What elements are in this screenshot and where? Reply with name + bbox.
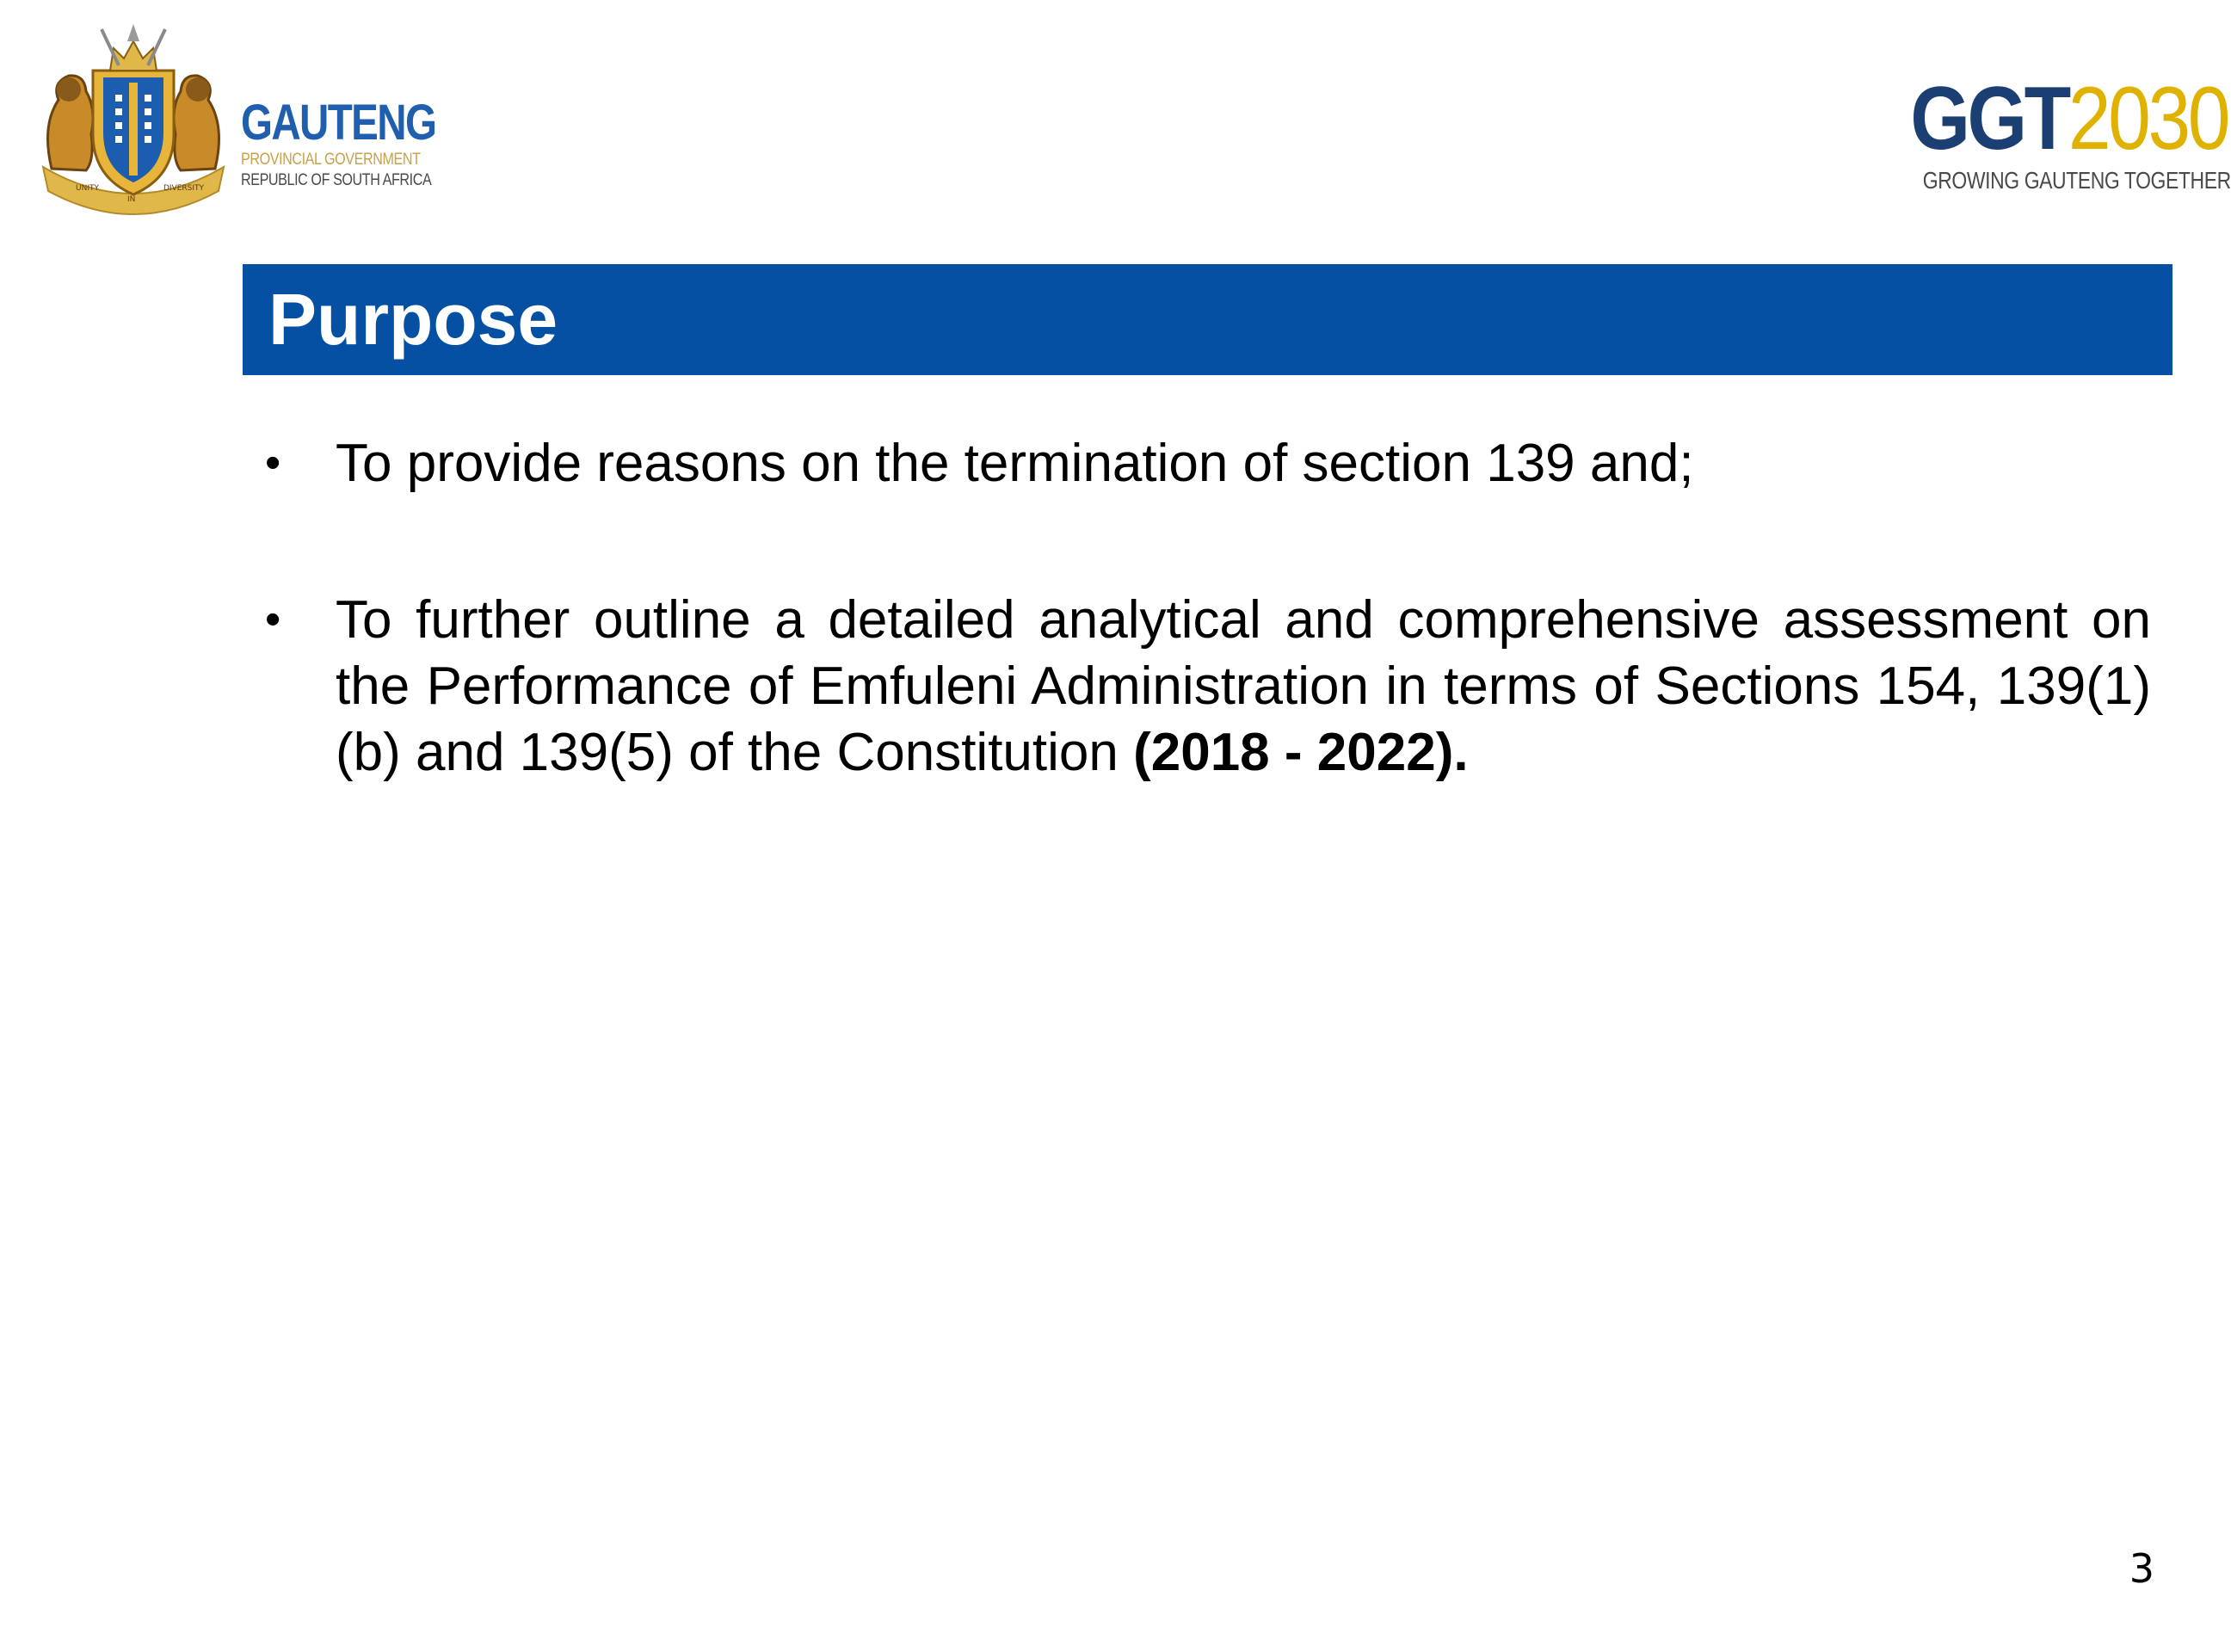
gauteng-republic: REPUBLIC OF SOUTH AFRICA bbox=[241, 171, 432, 189]
bullet-item bbox=[250, 430, 2151, 496]
ggt-prefix: GGT bbox=[1910, 69, 2068, 169]
title-bar bbox=[243, 264, 2172, 375]
crest-motto-center: IN bbox=[127, 195, 136, 204]
bullet-icon: • bbox=[265, 438, 281, 488]
ggt-tagline: GROWING GAUTENG TOGETHER bbox=[1922, 167, 2231, 194]
page-number: 3 bbox=[2129, 1545, 2154, 1592]
coat-of-arms-icon bbox=[34, 22, 232, 220]
bullet-bold-years: (2018 - 2022). bbox=[1133, 723, 1469, 782]
gauteng-name: GAUTENG bbox=[241, 95, 436, 151]
slide-title: Purpose bbox=[268, 279, 558, 360]
bullet-list bbox=[250, 430, 2151, 786]
bullet-icon: • bbox=[265, 595, 281, 644]
gauteng-logo bbox=[34, 22, 447, 220]
ggt2030-logo bbox=[1867, 69, 2231, 201]
crest-motto-left: UNITY bbox=[76, 184, 99, 193]
bullet-text: To further outline a detailed analytical and comprehensive assessment on the Performance of Emfuleni Administration in terms of Sections 154, 139(1)(b) and 139(5) of the Constitution bbox=[336, 590, 2151, 782]
bullet-item bbox=[250, 587, 2151, 786]
gauteng-provincial-government: PROVINCIAL GOVERNMENT bbox=[241, 151, 421, 169]
bullet-text: To provide reasons on the termination of section 139 and; bbox=[336, 434, 1694, 493]
ggt2030-wordmark bbox=[1910, 69, 2228, 169]
ggt-year: 2030 bbox=[2068, 69, 2228, 169]
gauteng-wordmark bbox=[241, 96, 465, 191]
crest-motto-right: DIVERSITY bbox=[163, 184, 205, 193]
